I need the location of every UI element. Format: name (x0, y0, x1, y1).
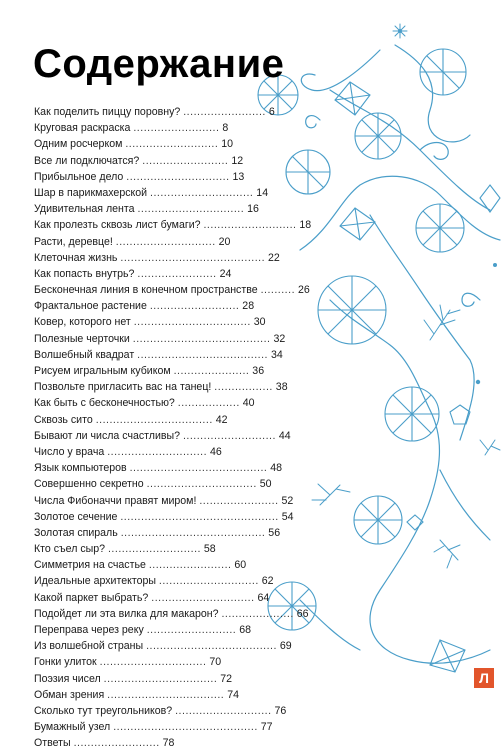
toc-entry-title: Расти, деревце! (34, 235, 113, 248)
toc-entry-title: Золотая спираль (34, 526, 118, 539)
toc-entry[interactable] (34, 282, 339, 298)
toc-leader-dots: .................................. (95, 413, 213, 426)
toc-leader-dots: .......................................... (120, 526, 266, 539)
toc-leader-dots: ................................ (146, 478, 257, 491)
toc-page-number: 30 (253, 316, 266, 329)
toc-entry[interactable] (34, 331, 339, 347)
toc-entry-title: Сколько тут треугольников? (34, 704, 173, 717)
toc-entry-title: Симметрия на счастье (34, 559, 146, 572)
toc-leader-dots: ........................................ (129, 462, 268, 475)
vine-stem (370, 500, 490, 663)
toc-entry[interactable] (34, 654, 339, 670)
toc-entry-title: Рисуем игральным кубиком (34, 365, 171, 377)
toc-entry[interactable] (34, 735, 339, 751)
toc-entry[interactable] (34, 428, 339, 444)
toc-page-number: 58 (203, 543, 216, 556)
toc-entry[interactable] (34, 671, 339, 687)
toc-entry-title: Сквозь сито (34, 413, 93, 426)
toc-page-number: 36 (252, 365, 265, 377)
toc-page-number: 76 (274, 704, 287, 717)
toc-entry[interactable] (34, 395, 339, 411)
toc-entry[interactable] (34, 201, 339, 217)
toc-entry-title: Волшебный квадрат (34, 348, 135, 361)
toc-entry[interactable] (34, 250, 339, 266)
toc-entry-title: Идеальные архитекторы (34, 575, 156, 588)
toc-page-number: 46 (210, 445, 222, 458)
toc-leader-dots: ............................. (107, 445, 208, 458)
toc-entry-title: Золотое сечение (34, 510, 118, 523)
publisher-logo: Л (474, 668, 494, 688)
toc-page-number: 77 (260, 721, 273, 734)
toc-page-number: 62 (261, 575, 274, 588)
toc-entry-title: Позвольте пригласить вас на танец! (34, 381, 212, 394)
toc-entry-title: Из волшебной страны (34, 640, 144, 653)
toc-entry[interactable] (34, 541, 339, 557)
twig-ornament (434, 540, 460, 568)
toc-leader-dots: .......... (260, 284, 296, 297)
toc-entry-title: Как поделить пиццу поровну? (34, 106, 181, 118)
vine-stem (330, 300, 439, 500)
toc-page-number: 8 (222, 122, 229, 135)
tendril (420, 143, 448, 160)
crystal-ornament (450, 405, 470, 424)
toc-page-number: 44 (278, 429, 291, 442)
toc-leader-dots: ............................. (158, 575, 259, 588)
toc-entry-title: Обман зрения (34, 688, 105, 701)
wheel-ornament (420, 49, 466, 95)
toc-page-number: 72 (220, 672, 233, 685)
toc-entry[interactable] (34, 298, 339, 314)
toc-entry-title: Полезные черточки (34, 332, 130, 345)
toc-page-number: 34 (270, 348, 283, 361)
twig-ornament (424, 305, 460, 340)
toc-page-number: 38 (275, 381, 288, 394)
toc-page-number: 60 (234, 559, 247, 572)
toc-entry[interactable] (34, 444, 339, 460)
toc-entry[interactable] (34, 719, 339, 735)
toc-entry[interactable] (34, 104, 339, 120)
toc-leader-dots: ...................... (173, 365, 250, 377)
toc-leader-dots: ......................... (133, 122, 220, 135)
toc-entry-title: Как попасть внутрь? (34, 267, 135, 280)
toc-entry-title: Бесконечная линия в конечном пространстве (34, 284, 258, 297)
crystal-ornament (480, 185, 500, 212)
toc-entry-title: Число у врача (34, 445, 105, 458)
toc-entry-title: Переправа через реку (34, 624, 144, 636)
vine-stem (440, 470, 490, 540)
toc-leader-dots: .................................. (133, 316, 251, 329)
toc-entry[interactable] (34, 120, 339, 136)
wheel-ornament (385, 387, 439, 441)
toc-leader-dots: .......................... (149, 300, 240, 313)
toc-entry-title: Прибыльное дело (34, 170, 124, 183)
toc-leader-dots: .............................. (151, 591, 255, 604)
toc-page-number: 66 (296, 607, 309, 620)
toc-page-number: 78 (162, 737, 175, 750)
toc-entry[interactable] (34, 412, 339, 428)
toc-entry-title: Подойдет ли эта вилка для макарон? (34, 607, 219, 620)
toc-page-number: 68 (239, 624, 251, 636)
toc-entry-title: Язык компьютеров (34, 462, 127, 475)
toc-leader-dots: .............................. (126, 170, 230, 183)
toc-entry[interactable] (34, 379, 339, 395)
toc-leader-dots: ........................... (125, 138, 219, 151)
toc-page-number: 14 (256, 186, 269, 199)
toc-leader-dots: .......................................... (113, 721, 258, 734)
toc-entry-title: Как быть с бесконечностью? (34, 397, 175, 410)
wheel-ornament (355, 113, 401, 159)
wheel-ornament (354, 496, 402, 544)
toc-page-number: 32 (273, 332, 286, 345)
toc-entry[interactable] (34, 363, 339, 379)
toc-leader-dots: ............................... (99, 656, 207, 669)
toc-page-number: 74 (227, 688, 239, 701)
toc-entry-title: Клеточная жизнь (34, 251, 118, 264)
toc-page-number: 54 (281, 510, 294, 523)
toc-leader-dots: ......................... (73, 737, 160, 750)
toc-entry-title: Числа Фибоначчи правят миром! (34, 494, 197, 507)
toc-entry-title: Бывают ли числа счастливы? (34, 429, 181, 442)
toc-entry[interactable] (34, 136, 339, 152)
toc-entry[interactable] (34, 703, 339, 719)
toc-entry-title: Удивительная лента (34, 203, 135, 216)
toc-page-number: 12 (231, 154, 244, 167)
toc-entry[interactable] (34, 606, 339, 622)
toc-leader-dots: .................. (177, 397, 240, 410)
toc-entry[interactable] (34, 347, 339, 363)
toc-page-number: 20 (218, 235, 231, 248)
toc-entry[interactable] (34, 557, 339, 573)
toc-leader-dots: ..................... (221, 607, 294, 620)
toc-page-number: 26 (297, 284, 310, 297)
toc-entry[interactable] (34, 509, 339, 525)
toc-page-number: 56 (268, 526, 281, 539)
toc-entry[interactable] (34, 153, 339, 169)
toc-page-number: 28 (242, 300, 255, 313)
toc-entry[interactable] (34, 266, 339, 282)
crystal-ornament (430, 640, 465, 672)
toc-page-number: 69 (279, 640, 292, 653)
toc-entry-title: Фрактальное растение (34, 300, 147, 313)
toc-page-number: 22 (268, 251, 280, 264)
toc-entry[interactable] (34, 573, 339, 589)
toc-entry[interactable] (34, 460, 339, 476)
page-title: Содержание (33, 42, 285, 86)
toc-page-number: 70 (209, 656, 222, 669)
toc-entry-title: Совершенно секретно (34, 478, 144, 491)
toc-entry-title: Кто съел сыр? (34, 543, 106, 556)
toc-entry[interactable] (34, 476, 339, 492)
toc-leader-dots: .................................. (107, 688, 225, 701)
vine-stem (395, 45, 470, 142)
toc-entry[interactable] (34, 525, 339, 541)
toc-leader-dots: ........................ (148, 559, 232, 572)
toc-entry-title: Шар в парикмахерской (34, 186, 148, 199)
table-of-contents (34, 104, 339, 752)
toc-entry-title: Поэзия чисел (34, 672, 101, 685)
toc-page-number: 10 (221, 138, 234, 151)
toc-entry-title: Какой паркет выбрать? (34, 591, 149, 604)
toc-entry[interactable] (34, 217, 339, 233)
toc-page-number: 52 (281, 494, 294, 507)
toc-entry-title: Как пролезть сквозь лист бумаги? (34, 219, 201, 232)
toc-page-number: 24 (219, 267, 232, 280)
toc-entry-title: Гонки улиток (34, 656, 97, 669)
toc-page-number: 48 (270, 462, 283, 475)
toc-leader-dots: .............................................. (120, 510, 279, 523)
toc-leader-dots: ............................... (137, 203, 245, 216)
toc-page-number: 18 (299, 219, 312, 232)
toc-leader-dots: ........................ (183, 106, 266, 118)
crystal-ornament (340, 208, 375, 240)
toc-leader-dots: ......................... (142, 154, 229, 167)
toc-page-number: 6 (268, 106, 275, 118)
toc-page-number: 50 (259, 478, 272, 491)
toc-entry[interactable] (34, 185, 339, 201)
toc-leader-dots: ........................................ (132, 332, 271, 345)
toc-entry-title: Ковер, которого нет (34, 316, 131, 329)
toc-page-number: 13 (232, 170, 245, 183)
toc-entry-title: Одним росчерком (34, 138, 123, 151)
toc-entry-title: Бумажный узел (34, 721, 111, 734)
toc-entry-title: Круговая раскраска (34, 122, 131, 135)
toc-entry[interactable] (34, 638, 339, 654)
tendril (462, 293, 480, 306)
toc-leader-dots: ............................. (115, 235, 216, 248)
toc-leader-dots: ...................................... (137, 348, 269, 361)
toc-leader-dots: ................. (214, 381, 273, 394)
toc-leader-dots: ....................... (137, 267, 217, 280)
toc-leader-dots: ........................... (107, 543, 201, 556)
toc-entry[interactable] (34, 493, 339, 509)
toc-page-number: 64 (257, 591, 270, 604)
toc-leader-dots: ........................... (182, 429, 276, 442)
toc-leader-dots: ....................... (199, 494, 279, 507)
toc-entry[interactable] (34, 622, 339, 638)
toc-entry[interactable] (34, 234, 339, 250)
toc-page-number: 16 (247, 203, 259, 216)
twig-ornament (480, 440, 500, 455)
toc-leader-dots: ................................. (103, 672, 218, 685)
toc-entry-title: Ответы (34, 737, 71, 750)
toc-leader-dots: ............................ (175, 704, 272, 717)
toc-entry[interactable] (34, 169, 339, 185)
toc-leader-dots: .............................. (150, 186, 254, 199)
toc-entry[interactable] (34, 590, 339, 606)
toc-entry[interactable] (34, 314, 339, 330)
toc-entry-title: Все ли подключатся? (34, 154, 140, 167)
toc-leader-dots: ...................................... (146, 640, 277, 653)
toc-leader-dots: .......................... (146, 624, 237, 636)
wheel-ornament (416, 204, 464, 252)
toc-leader-dots: ........................... (203, 219, 297, 232)
toc-page-number: 40 (242, 397, 255, 410)
toc-leader-dots: .......................................... (120, 251, 266, 264)
toc-page-number: 42 (215, 413, 228, 426)
toc-entry[interactable] (34, 687, 339, 703)
